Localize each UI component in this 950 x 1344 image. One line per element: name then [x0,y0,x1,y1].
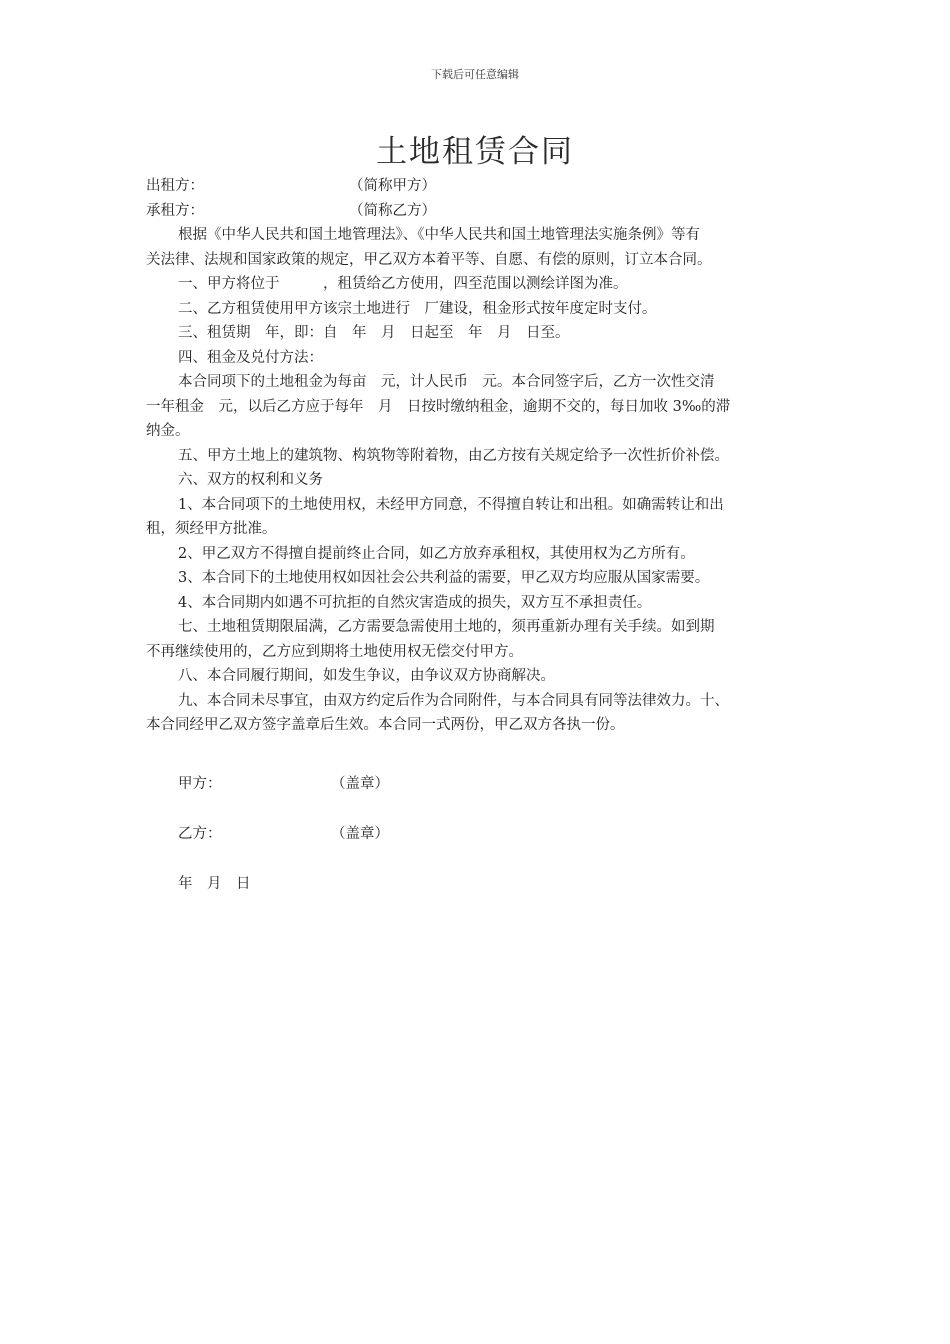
contract-body [146,174,810,738]
clause-4 [146,346,810,371]
clause-3-text: 三、租赁期 年，即：自 年 月 日起至 年 月 日至。 [178,325,570,341]
preamble-line-1 [146,223,810,248]
clause-6-4-text: 4、本合同期内如遇不可抗拒的自然灾害造成的损失，双方互不承担责任。 [178,594,652,611]
clause-9-text-a: 九、本合同未尽事宜，由双方约定后作为合同附件，与本合同具有同等法律效力。十、 [178,692,729,709]
clause-2 [146,297,810,322]
party-a-label: 甲方： [178,776,222,792]
preamble-text-1: 根据《中华人民共和国土地管理法》、《中华人民共和国土地管理法实施条例》等有 [178,227,700,243]
clause-5-text: 五、甲方土地上的建筑物、构筑物等附着物，由乙方按有关规定给予一次性折价补偿。 [178,447,729,464]
lessor-label: 出租方： [146,178,204,194]
lessor-alias: （简称甲方） [349,178,436,194]
lessee-label: 承租方： [146,202,204,219]
clause-6-3 [146,566,810,591]
clause-6-1-line-2 [146,517,810,542]
clause-4-body-text-2: 一年租金 元，以后乙方应于每年 月 日按时缴纳租金，逾期不交的，每日加收 3‰的滞 [146,398,731,415]
party-b-seal: （盖章） [331,826,389,842]
clause-2-text: 二、乙方租赁使用甲方该宗土地进行 厂建设，租金形式按年度定时支付。 [178,300,657,317]
party-a-signature [178,772,389,793]
clause-6-heading: 六、双方的权利和义务 [178,472,323,488]
clause-4-body-line-2 [146,395,810,420]
clause-6-1-line-1 [146,493,810,518]
clause-9-line-2 [146,713,810,738]
clause-5 [146,444,810,469]
clause-6-1-text-a: 1、本合同项下的土地使用权，未经甲方同意，不得擅自转让和出租。如确需转让和出 [178,496,724,513]
clause-8-text: 八、本合同履行期间，如发生争议，由争议双方协商解决。 [178,668,555,684]
document-title: 土地租赁合同 [376,134,574,170]
page-header-note: 下载后可任意编辑 [431,68,519,81]
clause-6-4 [146,591,810,616]
clause-4-body-line-1 [146,370,810,395]
clause-7-text-b: 不再继续使用的，乙方应到期将土地使用权无偿交付甲方。 [146,643,523,660]
clause-6-2 [146,542,810,567]
lessee-line [146,199,810,224]
clause-6 [146,468,810,493]
clause-6-3-text: 3、本合同下的土地使用权如因社会公共利益的需要，甲乙双方均应服从国家需要。 [178,570,710,586]
clause-8 [146,664,810,689]
signature-date: 年 月 日 [178,876,251,892]
clause-1 [146,272,810,297]
clause-7-line-2 [146,640,810,665]
clause-3 [146,321,810,346]
clause-7-line-1 [146,615,810,640]
party-b-label: 乙方： [178,826,222,842]
preamble-line-2 [146,248,810,273]
party-a-seal: （盖章） [331,776,389,792]
clause-6-1-text-b: 租，须经甲方批准。 [146,521,277,537]
clause-6-2-text: 2、甲乙双方不得擅自提前终止合同，如乙方放弃承租权，其使用权为乙方所有。 [178,545,695,562]
clause-4-body-text-3: 纳金。 [146,423,190,439]
clause-9-line-1 [146,689,810,714]
lessor-line [146,174,810,199]
clause-4-body-text-1: 本合同项下的土地租金为每亩 元，计人民币 元。本合同签字后，乙方一次性交清 [178,374,715,390]
clause-1-text: 一、甲方将位于 ，租赁给乙方使用，四至范围以测绘详图为准。 [178,276,628,292]
preamble-text-2: 关法律、法规和国家政策的规定，甲乙双方本着平等、自愿、有偿的原则，订立本合同。 [146,251,712,268]
party-b-signature [178,822,389,843]
clause-9-text-b: 本合同经甲乙双方签字盖章后生效。本合同一式两份，甲乙双方各执一份。 [146,717,625,733]
lessee-alias: （简称乙方） [349,202,436,219]
clause-4-heading: 四、租金及兑付方法： [178,349,323,366]
clause-7-text-a: 七、土地租赁期限届满，乙方需要急需使用土地的，须再重新办理有关手续。如到期 [178,619,715,635]
clause-4-body-line-3 [146,419,810,444]
